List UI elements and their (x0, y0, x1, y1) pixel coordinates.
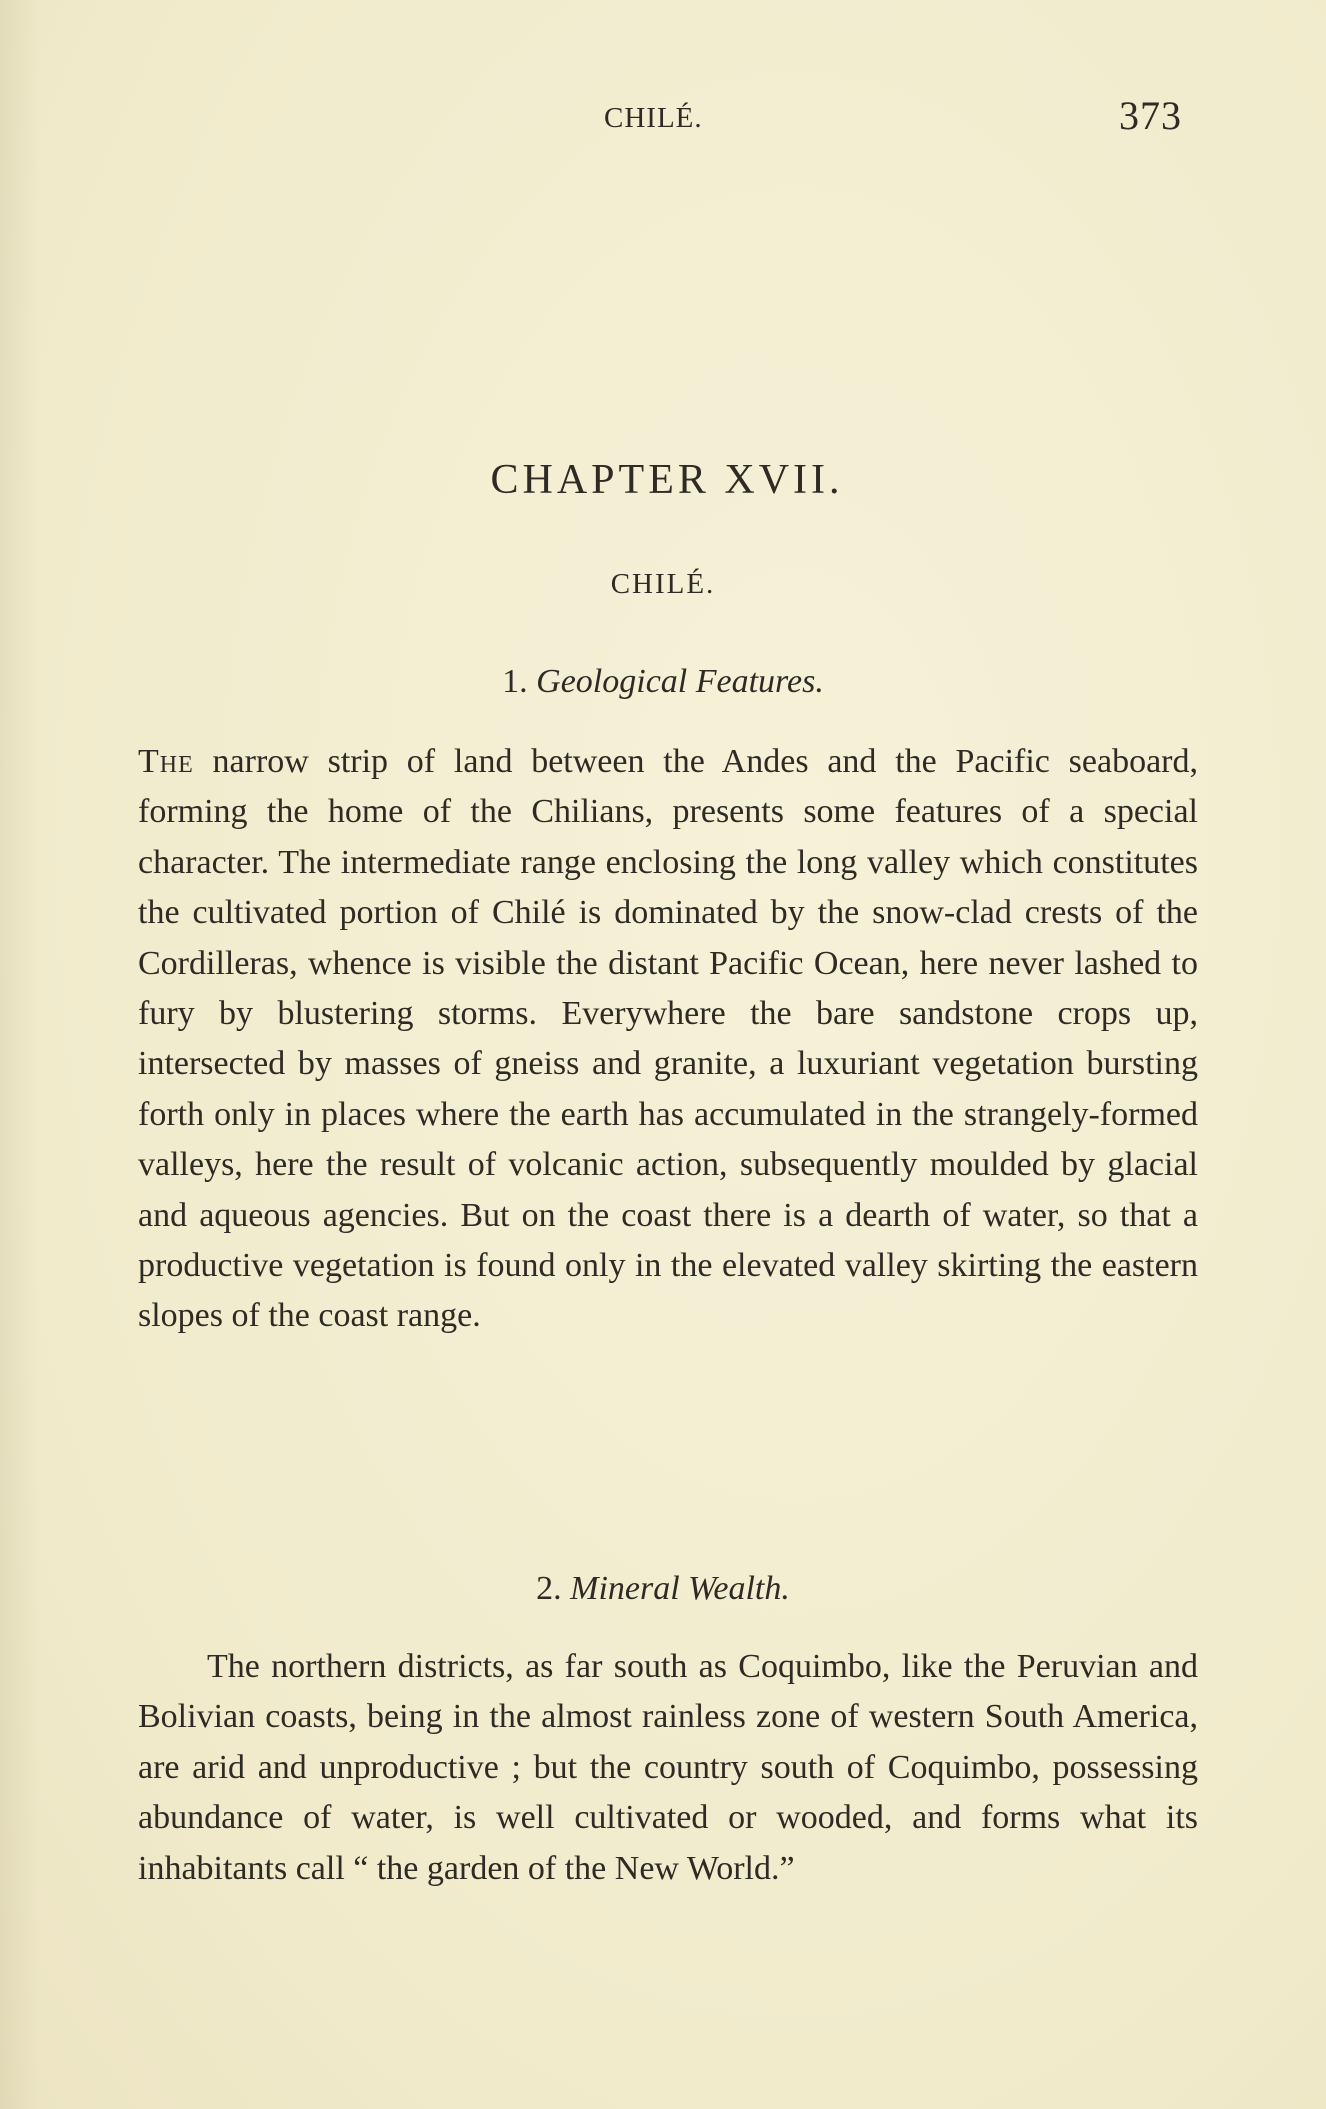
running-header (0, 92, 1326, 142)
section-heading-geological-features (0, 663, 1326, 701)
section-title: Mineral Wealth. (570, 1570, 790, 1607)
section-number: 2. (536, 1570, 562, 1607)
chapter-subtitle: CHILÉ. (610, 568, 716, 600)
paragraph-text: narrow strip of land between the Andes and the Pacific seaboard, forming the home of the Chilians, presents some features of a special character. The intermediate range enclosing the long valley which constitutes the cultivated portion of Chilé is dominated by the snow-clad crests of the Cordilleras, whence is visible the distant Pacific Ocean, here never lashed to fury by blustering storms. Everywhere the bare sandstone crops up, intersected by masses of gneiss and granite, a luxuriant vegetation bursting forth only in places where the earth has accumulated in the strangely-formed valleys, here the result of volcanic action, subsequently moulded by glacial and aqueous agencies. But on the coast there is a dearth of water, so that a productive vegetation is found only in the elevated valley skirting the eastern slopes of the coast range. (138, 743, 1198, 1335)
paragraph-geological-features (138, 737, 1198, 1342)
paragraph-lead-word: The (138, 743, 194, 780)
section-title: Geological Features. (536, 663, 824, 700)
page-number: 373 (1119, 93, 1182, 138)
paragraph-mineral-wealth: The northern districts, as far south as Coquimbo, like the Peruvian and Bolivian coasts, being in the almost rainless zone of western South America, are arid and unproductive ; but the country south of Coquimbo, possessing abundance of water, is well cultivated or wooded, and forms what its inhabitants call “ the garden of the New World.” (138, 1648, 1198, 1887)
running-title: CHILÉ. (604, 102, 703, 134)
section-number: 1. (502, 663, 528, 700)
chapter-heading: CHAPTER XVII. (490, 457, 844, 503)
section-heading-mineral-wealth (0, 1570, 1326, 1608)
